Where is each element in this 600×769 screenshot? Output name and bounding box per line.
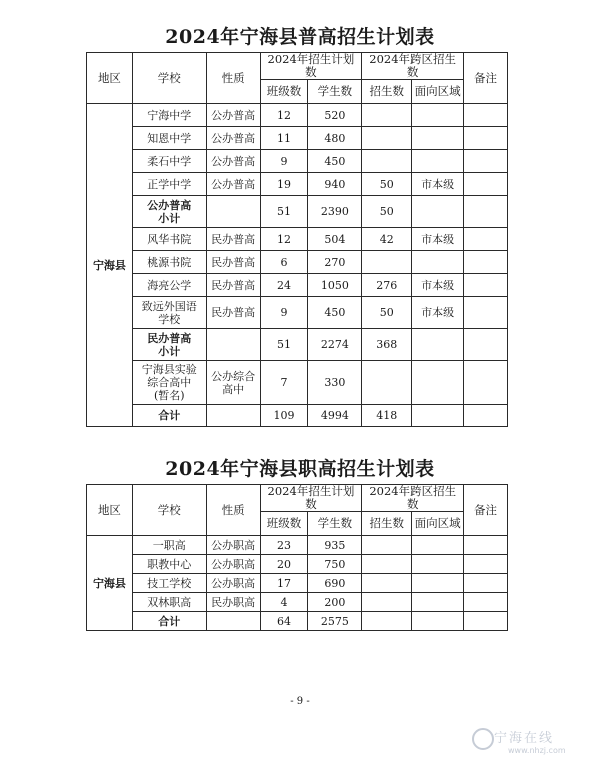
table2-header-plan-group: 2024年招生计划数 — [260, 485, 362, 512]
school-cell: 海亮公学 — [132, 274, 206, 297]
page-number: - 9 - — [290, 696, 310, 707]
classes-cell: 9 — [260, 297, 308, 329]
table-row — [87, 196, 508, 228]
classes-cell: 64 — [260, 612, 308, 631]
table-row — [87, 228, 508, 251]
table-row — [87, 274, 508, 297]
cross-cell: 368 — [362, 329, 412, 361]
nature-cell: 民办职高 — [206, 593, 260, 612]
school-cell: 民办普高 小计 — [132, 329, 206, 361]
remark-cell — [464, 536, 508, 555]
table1-header-students: 学生数 — [308, 80, 362, 104]
nature-cell: 公办普高 — [206, 127, 260, 150]
students-cell: 200 — [308, 593, 362, 612]
cross-cell — [362, 612, 412, 631]
table2-header-region: 地区 — [87, 485, 133, 536]
remark-cell — [464, 173, 508, 196]
area-cell — [412, 104, 464, 127]
area-cell — [412, 150, 464, 173]
cross-cell — [362, 104, 412, 127]
classes-cell: 6 — [260, 251, 308, 274]
remark-cell — [464, 127, 508, 150]
table-row — [87, 536, 508, 555]
cross-cell: 42 — [362, 228, 412, 251]
cross-cell — [362, 150, 412, 173]
nature-cell: 民办普高 — [206, 297, 260, 329]
area-cell — [412, 555, 464, 574]
school-cell: 正学中学 — [132, 173, 206, 196]
region-cell: 宁海县 — [87, 104, 133, 427]
school-cell: 知恩中学 — [132, 127, 206, 150]
table-row — [87, 104, 508, 127]
classes-cell: 23 — [260, 536, 308, 555]
area-cell — [412, 612, 464, 631]
remark-cell — [464, 196, 508, 228]
area-cell — [412, 593, 464, 612]
cross-cell — [362, 593, 412, 612]
school-cell: 合计 — [132, 405, 206, 427]
school-cell: 宁海中学 — [132, 104, 206, 127]
table1-header-area: 面向区域 — [412, 80, 464, 104]
area-cell: 市本级 — [412, 173, 464, 196]
cross-cell: 50 — [362, 196, 412, 228]
students-cell: 940 — [308, 173, 362, 196]
table1-header-enroll: 招生数 — [362, 80, 412, 104]
classes-cell: 51 — [260, 196, 308, 228]
nature-cell: 公办普高 — [206, 104, 260, 127]
watermark-text: 宁海在线 — [494, 731, 555, 746]
table2-header-school: 学校 — [132, 485, 206, 536]
table1-header-nature: 性质 — [206, 53, 260, 104]
nature-cell — [206, 612, 260, 631]
table-row — [87, 361, 508, 405]
table1-header-region: 地区 — [87, 53, 133, 104]
students-cell: 690 — [308, 574, 362, 593]
table1-header-classes: 班级数 — [260, 80, 308, 104]
table2-title: 2024年宁海县职高招生计划表 — [165, 458, 435, 480]
classes-cell: 109 — [260, 405, 308, 427]
classes-cell: 12 — [260, 104, 308, 127]
classes-cell: 51 — [260, 329, 308, 361]
cross-cell — [362, 127, 412, 150]
remark-cell — [464, 297, 508, 329]
classes-cell: 7 — [260, 361, 308, 405]
nature-cell — [206, 329, 260, 361]
cross-cell: 50 — [362, 173, 412, 196]
school-cell: 技工学校 — [132, 574, 206, 593]
school-cell: 桃源书院 — [132, 251, 206, 274]
table2-header-cross-group: 2024年跨区招生数 — [362, 485, 464, 512]
table-row — [87, 150, 508, 173]
cross-cell: 418 — [362, 405, 412, 427]
table-row — [87, 593, 508, 612]
school-cell: 公办普高 小计 — [132, 196, 206, 228]
cross-cell: 276 — [362, 274, 412, 297]
students-cell: 330 — [308, 361, 362, 405]
school-cell: 致远外国语 学校 — [132, 297, 206, 329]
nature-cell: 公办普高 — [206, 173, 260, 196]
table-row — [87, 405, 508, 427]
nature-cell: 民办普高 — [206, 251, 260, 274]
table-row — [87, 127, 508, 150]
area-cell — [412, 196, 464, 228]
region-cell: 宁海县 — [87, 536, 133, 631]
area-cell — [412, 127, 464, 150]
watermark-logo-icon — [472, 728, 494, 750]
table1-header-plan-group: 2024年招生计划数 — [260, 53, 362, 80]
nature-cell — [206, 405, 260, 427]
area-cell: 市本级 — [412, 228, 464, 251]
table-row — [87, 612, 508, 631]
table1-header-school: 学校 — [132, 53, 206, 104]
table-row — [87, 555, 508, 574]
table1-title: 2024年宁海县普高招生计划表 — [165, 26, 435, 48]
area-cell — [412, 574, 464, 593]
nature-cell: 民办普高 — [206, 274, 260, 297]
classes-cell: 20 — [260, 555, 308, 574]
cross-cell — [362, 361, 412, 405]
table2-header-nature: 性质 — [206, 485, 260, 536]
remark-cell — [464, 104, 508, 127]
table2-header-students: 学生数 — [308, 512, 362, 536]
table-row — [87, 251, 508, 274]
students-cell: 504 — [308, 228, 362, 251]
table2-header-remark: 备注 — [464, 485, 508, 536]
cross-cell — [362, 251, 412, 274]
table1 — [86, 52, 508, 427]
remark-cell — [464, 274, 508, 297]
remark-cell — [464, 329, 508, 361]
school-cell: 柔石中学 — [132, 150, 206, 173]
school-cell: 合计 — [132, 612, 206, 631]
remark-cell — [464, 251, 508, 274]
area-cell: 市本级 — [412, 274, 464, 297]
area-cell — [412, 405, 464, 427]
remark-cell — [464, 361, 508, 405]
school-cell: 风华书院 — [132, 228, 206, 251]
table2-header-classes: 班级数 — [260, 512, 308, 536]
students-cell: 450 — [308, 297, 362, 329]
nature-cell: 民办普高 — [206, 228, 260, 251]
school-cell: 一职高 — [132, 536, 206, 555]
cross-cell: 50 — [362, 297, 412, 329]
cross-cell — [362, 574, 412, 593]
table2 — [86, 484, 508, 631]
watermark — [472, 724, 592, 760]
area-cell — [412, 536, 464, 555]
students-cell: 4994 — [308, 405, 362, 427]
nature-cell: 公办职高 — [206, 574, 260, 593]
table1-header-cross-group: 2024年跨区招生数 — [362, 53, 464, 80]
table-row — [87, 329, 508, 361]
students-cell: 1050 — [308, 274, 362, 297]
nature-cell: 公办职高 — [206, 536, 260, 555]
classes-cell: 4 — [260, 593, 308, 612]
cross-cell — [362, 555, 412, 574]
classes-cell: 17 — [260, 574, 308, 593]
area-cell — [412, 329, 464, 361]
students-cell: 450 — [308, 150, 362, 173]
table1-header-remark: 备注 — [464, 53, 508, 104]
remark-cell — [464, 555, 508, 574]
table2-header-enroll: 招生数 — [362, 512, 412, 536]
table-row — [87, 574, 508, 593]
students-cell: 2390 — [308, 196, 362, 228]
classes-cell: 11 — [260, 127, 308, 150]
classes-cell: 19 — [260, 173, 308, 196]
remark-cell — [464, 574, 508, 593]
nature-cell: 公办普高 — [206, 150, 260, 173]
students-cell: 270 — [308, 251, 362, 274]
remark-cell — [464, 228, 508, 251]
table2-header-area: 面向区域 — [412, 512, 464, 536]
school-cell: 双林职高 — [132, 593, 206, 612]
students-cell: 2575 — [308, 612, 362, 631]
remark-cell — [464, 593, 508, 612]
students-cell: 520 — [308, 104, 362, 127]
nature-cell — [206, 196, 260, 228]
remark-cell — [464, 150, 508, 173]
students-cell: 935 — [308, 536, 362, 555]
students-cell: 2274 — [308, 329, 362, 361]
table-row — [87, 173, 508, 196]
nature-cell: 公办综合 高中 — [206, 361, 260, 405]
area-cell — [412, 251, 464, 274]
students-cell: 480 — [308, 127, 362, 150]
remark-cell — [464, 405, 508, 427]
school-cell: 宁海县实验 综合高中 (暂名) — [132, 361, 206, 405]
watermark-url: www.nhzj.com — [508, 746, 566, 755]
table-row — [87, 297, 508, 329]
classes-cell: 9 — [260, 150, 308, 173]
school-cell: 职教中心 — [132, 555, 206, 574]
cross-cell — [362, 536, 412, 555]
classes-cell: 24 — [260, 274, 308, 297]
classes-cell: 12 — [260, 228, 308, 251]
remark-cell — [464, 612, 508, 631]
nature-cell: 公办职高 — [206, 555, 260, 574]
area-cell: 市本级 — [412, 297, 464, 329]
area-cell — [412, 361, 464, 405]
students-cell: 750 — [308, 555, 362, 574]
